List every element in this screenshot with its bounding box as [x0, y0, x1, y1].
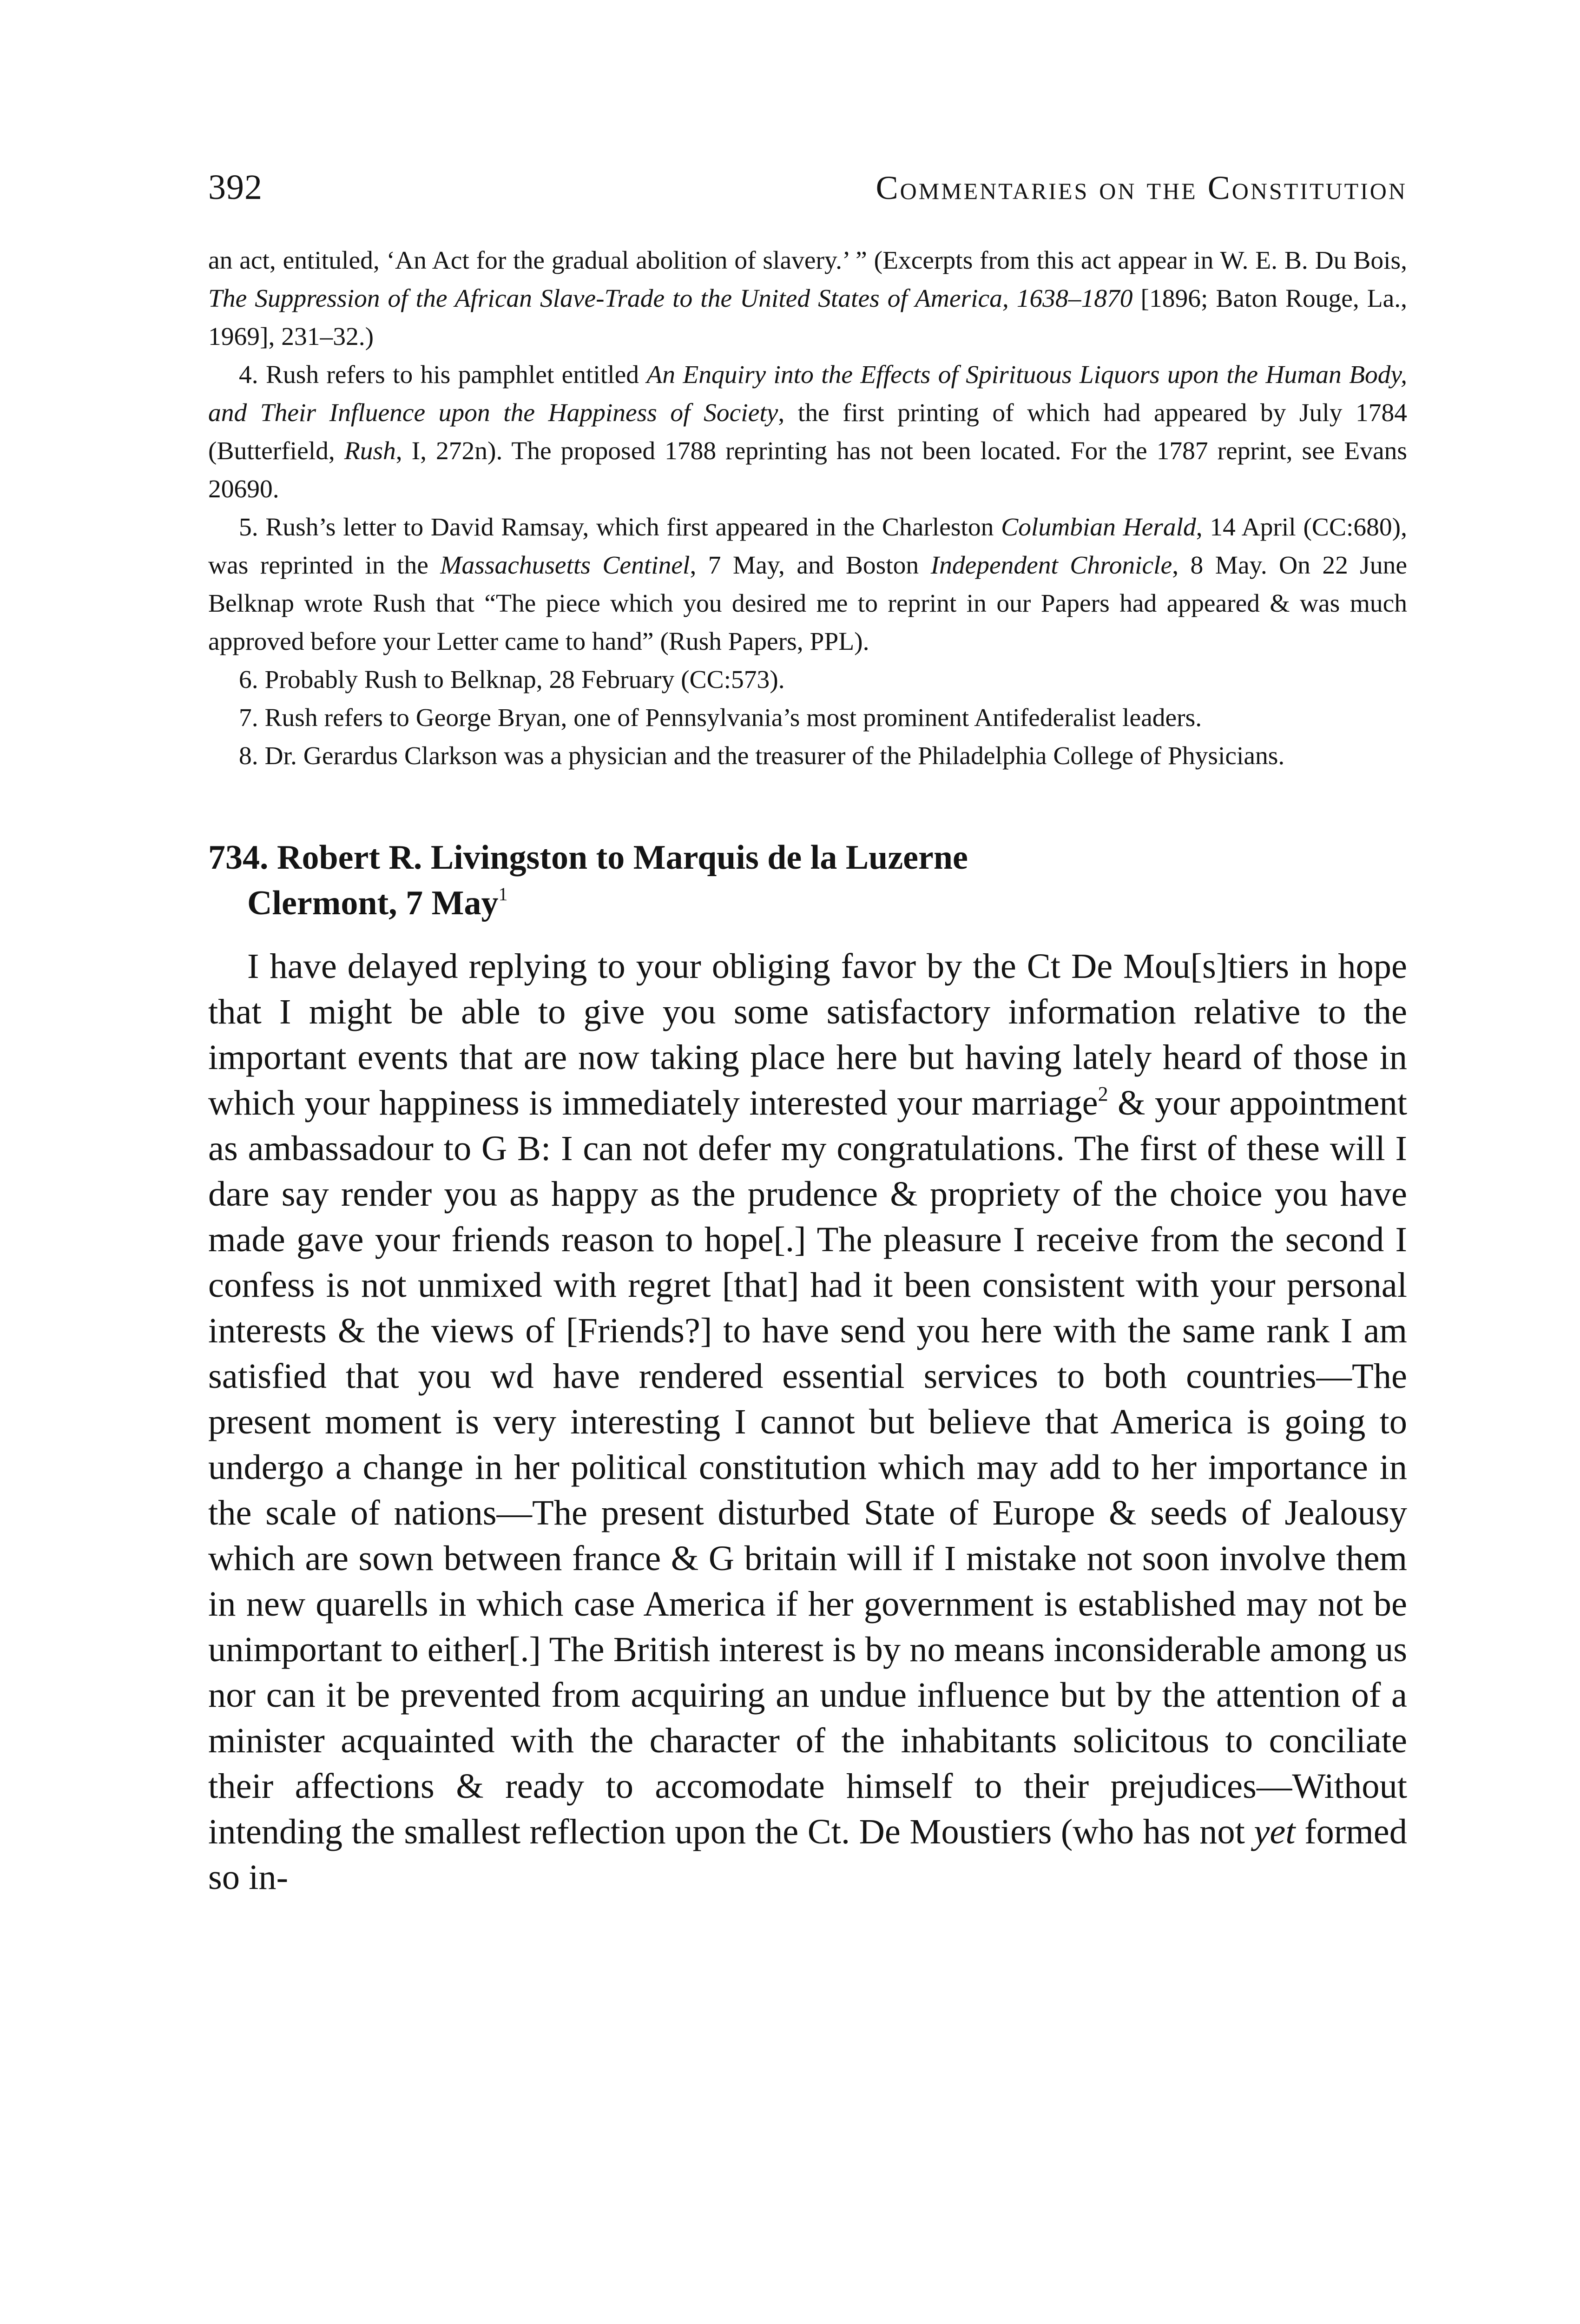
note-7: 7. Rush refers to George Bryan, one of Pennsylvania’s most prominent Antifederalist leaders.	[239, 704, 1202, 732]
footnotes-section	[208, 242, 1407, 775]
document-title: 734. Robert R. Livingston to Marquis de la Luzerne	[208, 838, 968, 877]
document-heading	[208, 835, 1407, 926]
note-5: 5. Rush’s letter to David Ramsay, which first appeared in the Charleston Columbian Herald, 14 April (CC:680), was reprinted in the Massachusetts Centinel, 7 May, and Boston Independent Chronicle, 8 May. On 22 June Belknap wrote Rush that “The piece which you desired me to reprint in our Papers had appeared & was much approved before your Letter came to hand” (Rush Papers, PPL).	[208, 513, 1407, 656]
document-place-date: Clermont, 7 May$^1$	[247, 884, 508, 922]
cited-title: Rush	[344, 437, 396, 465]
cited-title: Independent Chronicle	[930, 551, 1172, 580]
cited-title: Massachusetts Centinel	[440, 551, 690, 580]
note-continuation: an act, entituled, ‘An Act for the gradual abolition of slavery.’ ” (Excerpts from this act appear in W. E. B. Du Bois, The Suppression of the African Slave-Trade to the United States of America, 1638–1870 [1896; Baton Rouge, La., 1969], 231–32.)	[208, 246, 1407, 351]
footnote-ref: 2	[1098, 1083, 1108, 1105]
note-6: 6. Probably Rush to Belknap, 28 February (CC:573).	[239, 666, 785, 694]
letter-body: I have delayed replying to your obliging favor by the Ct De Mou[s]tiers in hope that I might be able to give you some satisfactory information relative to the important events that are now taking place here but having lately heard of those in which your happiness is immediately interested your marriage$^2$ & your appointment as ambassadour to G B: I can not defer my congratulations. The first of these will I dare say render you as happy as the prudence & propriety of the choice you have made gave your friends reason to hope[.] The pleasure I receive from the second I confess is not unmixed with regret [that] had it been consistent with your personal interests & the views of [Friends?] to have send you here with the same rank I am satisfied that you wd have rendered essential services to both countries—The present moment is very interesting I cannot but believe that America is going to undergo a change in her political constitution which may add to her importance in the scale of nations—The present disturbed State of Europe & seeds of Jealousy which are sown between france & G britain will if I mistake not soon involve them in new quarells in which case America if her government is established may not be unimportant to either[.] The British interest is by no means inconsiderable among us nor can it be prevented from acquiring an undue influence but by the attention of a minister acquainted with the character of the inhabitants solicitous to conciliate their affections & ready to accomodate himself to their prejudices—Without intending the smallest reflection upon the Ct. De Moustiers (who has not yet formed so in-	[208, 946, 1408, 1897]
note-4: 4. Rush refers to his pamphlet entitled An Enquiry into the Effects of Spirituous Liquors upon the Human Body, and Their Influence upon the Happiness of Society, the first printing of which had appeared by July 1784 (Butterfield, Rush, I, 272n). The proposed 1788 reprinting has not been located. For the 1787 reprint, see Evans 20690.	[208, 361, 1407, 503]
cited-title: An Enquiry into the Effects of Spirituous Liquors upon the Human Body, and Their Influence upon the Happiness of Society	[208, 361, 1407, 427]
footnote-ref: 1	[498, 884, 508, 905]
emphasis: yet	[1254, 1812, 1296, 1851]
note-8: 8. Dr. Gerardus Clarkson was a physician and the treasurer of the Philadelphia College of Physicians.	[239, 742, 1285, 770]
running-title: Commentaries on the Constitution	[876, 169, 1407, 206]
cited-title: The Suppression of the African Slave-Trade to the United States of America, 1638–1870	[208, 284, 1133, 313]
page-number: 392	[208, 168, 263, 207]
document-page	[208, 167, 1407, 1936]
running-head	[208, 167, 1407, 223]
cited-title: Columbian Herald	[1001, 513, 1196, 541]
